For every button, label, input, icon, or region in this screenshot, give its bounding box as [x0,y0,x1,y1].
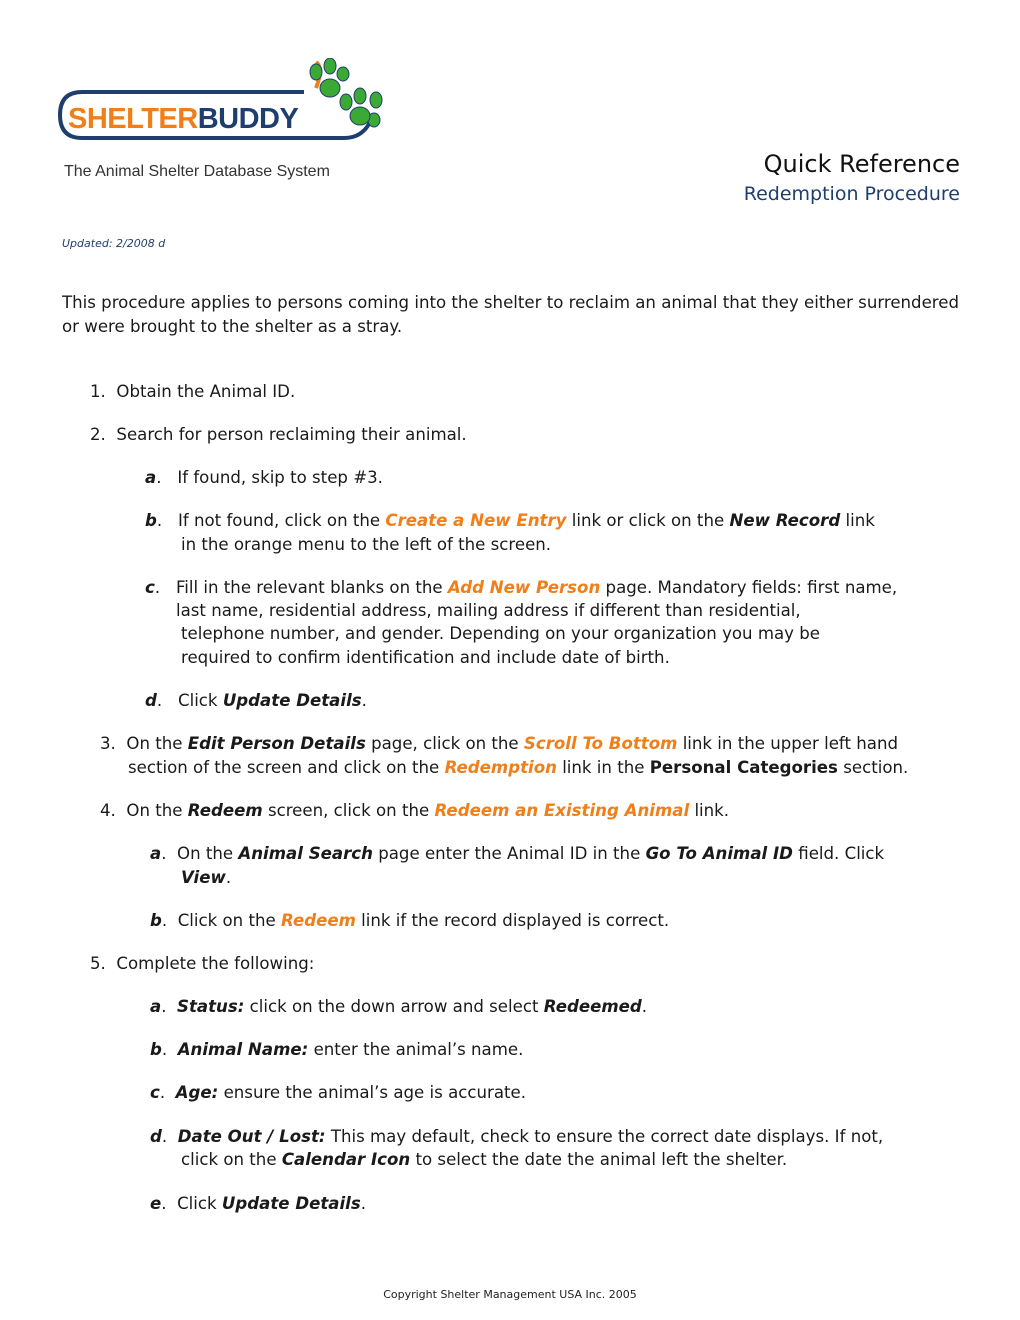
step-3-line2: section of the screen and click on the Redemption link in the Personal Categories section. [128,758,909,777]
step-2a: a. If found, skip to step #3. [145,468,383,487]
step-2: 2. Search for person reclaiming their animal. [90,425,467,444]
step-5: 5. Complete the following: [90,954,315,973]
page-subtitle: Redemption Procedure [743,183,960,205]
step-2b: b. If not found, click on the Create a New Entry link or click on the New Record link [145,511,875,530]
step-5c: c. Age: ensure the animal’s age is accurate. [150,1083,526,1102]
paw-print-lower-icon [340,88,382,127]
step-2c: c. Fill in the relevant blanks on the Add New Person page. Mandatory fields: first name, [145,578,898,597]
step-2b-line2: in the orange menu to the left of the screen. [181,535,552,554]
add-new-person-link: Add New Person [447,578,601,597]
logo-word-shelter: SHELTER [68,103,198,135]
logo-word-buddy: BUDDY [197,103,299,135]
step-4a-line2: View. [181,868,232,887]
step-2c-line2: last name, residential address, mailing address if different than residential, [176,601,801,620]
step-2d: d. Click Update Details. [145,691,367,710]
paw-print-upper-icon [310,58,349,97]
redeem-existing-animal-link: Redeem an Existing Animal [434,801,690,820]
step-2c-line4: required to confirm identification and include date of birth. [181,648,670,667]
step-5d: d. Date Out / Lost: This may default, check to ensure the correct date displays. If not, [150,1127,884,1146]
create-new-entry-link: Create a New Entry [385,511,567,530]
step-5a: a. Status: click on the down arrow and select Redeemed. [150,997,648,1016]
step-1: 1. Obtain the Animal ID. [90,382,296,401]
step-4b: b. Click on the Redeem link if the record displayed is correct. [150,911,670,930]
redeem-link: Redeem [281,911,356,930]
step-5d-line2: click on the Calendar Icon to select the date the animal left the shelter. [181,1150,788,1169]
page-title: Quick Reference [763,150,960,178]
intro-paragraph: This procedure applies to persons coming into the shelter to reclaim an animal that they either surrendered or were brought to the shelter as a stray. [62,293,959,336]
updated-date: Updated: 2/2008 d [62,237,166,250]
redemption-link: Redemption [444,758,557,777]
svg-text:SHELTERBUDDY [68,103,298,135]
step-3: 3. On the Edit Person Details page, click on the Scroll To Bottom link in the upper left hand [100,734,898,753]
step-5b: b. Animal Name: enter the animal’s name. [150,1040,524,1059]
step-4: 4. On the Redeem screen, click on the Redeem an Existing Animal link. [100,801,730,820]
shelterbuddy-logo [54,58,394,150]
tagline: The Animal Shelter Database System [64,163,330,180]
step-5e: e. Click Update Details. [150,1194,367,1213]
step-2c-line3: telephone number, and gender. Depending on your organization you may be [181,624,821,643]
scroll-to-bottom-link: Scroll To Bottom [523,734,678,753]
step-4a: a. On the Animal Search page enter the Animal ID in the Go To Animal ID field. Click [150,844,885,863]
footer-copyright: Copyright Shelter Management USA Inc. 2005 [383,1288,637,1301]
